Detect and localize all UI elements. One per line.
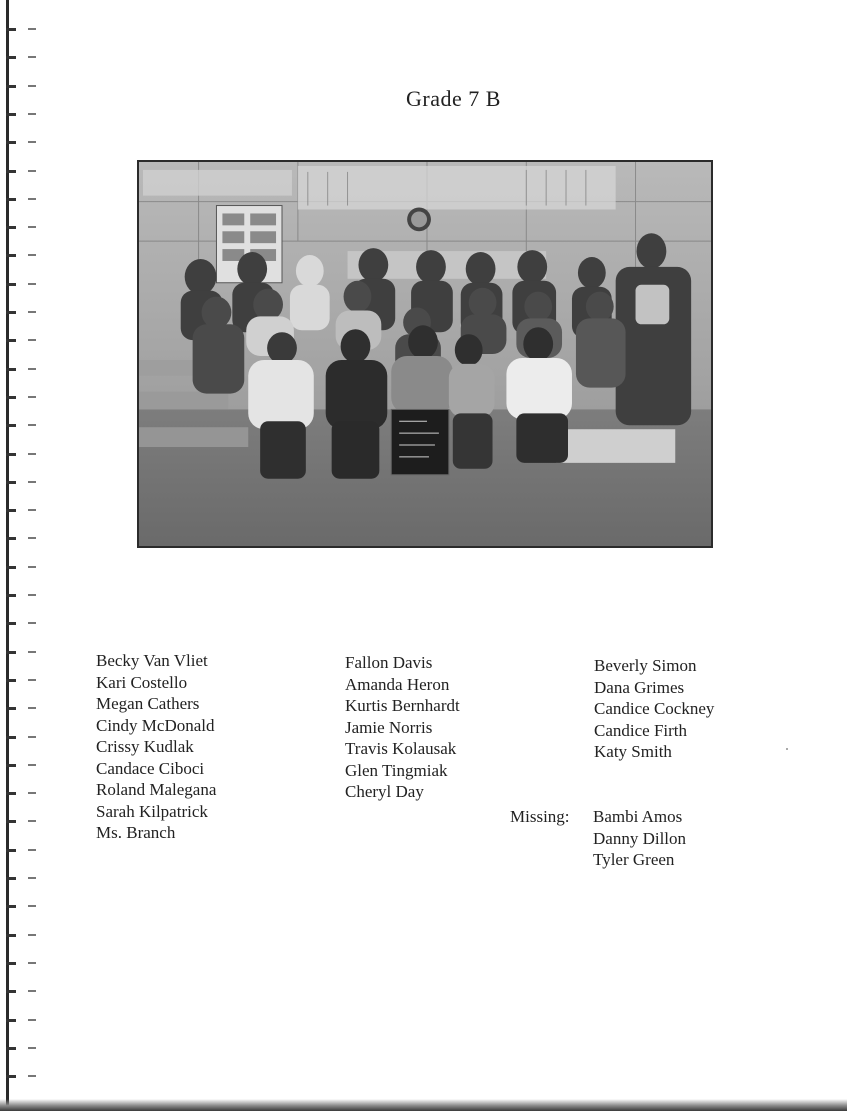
names-column-3 (594, 655, 714, 763)
student-name: Amanda Heron (345, 674, 450, 694)
student-name: Kurtis Bernhardt (345, 696, 460, 715)
binding-ring (6, 566, 36, 569)
binding-ring (6, 1075, 36, 1078)
missing-names-list (593, 806, 686, 871)
binding-ring (6, 226, 36, 229)
names-column-1 (96, 650, 216, 844)
student-name: Roland Malegana (96, 780, 217, 799)
teacher-name: Ms. Branch (96, 823, 176, 842)
binding-spine (6, 0, 9, 1111)
binding-ring (6, 113, 36, 116)
binding-ring (6, 339, 36, 342)
student-name: Dana Grimes (594, 677, 685, 697)
student-name: Megan Cathers (96, 694, 200, 713)
binding-ring (6, 56, 36, 59)
student-name: Cindy McDonald (96, 715, 215, 735)
binding-ring (6, 1019, 36, 1022)
names-column-2 (345, 652, 460, 803)
binding-ring (6, 424, 36, 427)
binding-ring (6, 792, 36, 795)
student-name: Candice Cockney (594, 699, 715, 718)
binding-ring (6, 396, 36, 399)
student-name: Glen Tingmiak (345, 760, 448, 780)
student-name: Fallon Davis (345, 653, 433, 672)
class-photo-image (139, 162, 711, 546)
binding-ring (6, 736, 36, 739)
class-photo (137, 160, 713, 548)
missing-student-name: Danny Dillon (593, 828, 687, 848)
binding-ring (6, 198, 36, 201)
student-name: Candace Ciboci (96, 758, 205, 778)
binding-ring (6, 990, 36, 993)
binding-ring (6, 141, 36, 144)
binding-ring (6, 368, 36, 371)
spiral-binding (0, 0, 40, 1111)
binding-ring (6, 254, 36, 257)
student-name: Becky Van Vliet (96, 651, 208, 670)
binding-ring (6, 622, 36, 625)
student-name: Crissy Kudlak (96, 737, 194, 756)
binding-ring (6, 311, 36, 314)
binding-ring (6, 849, 36, 852)
student-name: Cheryl Day (345, 782, 424, 801)
binding-ring (6, 934, 36, 937)
binding-ring (6, 877, 36, 880)
page-title: Grade 7 B (406, 86, 501, 111)
page-edge-shadow (0, 1099, 847, 1111)
binding-ring (6, 1047, 36, 1050)
student-name: Beverly Simon (594, 656, 697, 675)
binding-ring (6, 509, 36, 512)
student-name: Katy Smith (594, 742, 672, 761)
student-name: Kari Costello (96, 672, 188, 692)
scan-speck (786, 748, 788, 750)
binding-ring (6, 962, 36, 965)
binding-ring (6, 537, 36, 540)
student-name: Travis Kolausak (345, 739, 457, 758)
binding-ring (6, 651, 36, 654)
missing-student-name: Bambi Amos (593, 807, 683, 826)
student-name: Jamie Norris (345, 717, 433, 737)
binding-ring (6, 170, 36, 173)
binding-ring (6, 707, 36, 710)
binding-ring (6, 283, 36, 286)
binding-ring (6, 481, 36, 484)
student-name: Candice Firth (594, 720, 688, 740)
binding-ring (6, 28, 36, 31)
missing-label: Missing: (510, 807, 570, 826)
missing-student-name: Tyler Green (593, 850, 675, 869)
binding-ring (6, 820, 36, 823)
student-name: Sarah Kilpatrick (96, 801, 208, 821)
binding-ring (6, 453, 36, 456)
binding-ring (6, 764, 36, 767)
binding-ring (6, 679, 36, 682)
binding-ring (6, 594, 36, 597)
binding-ring (6, 905, 36, 908)
